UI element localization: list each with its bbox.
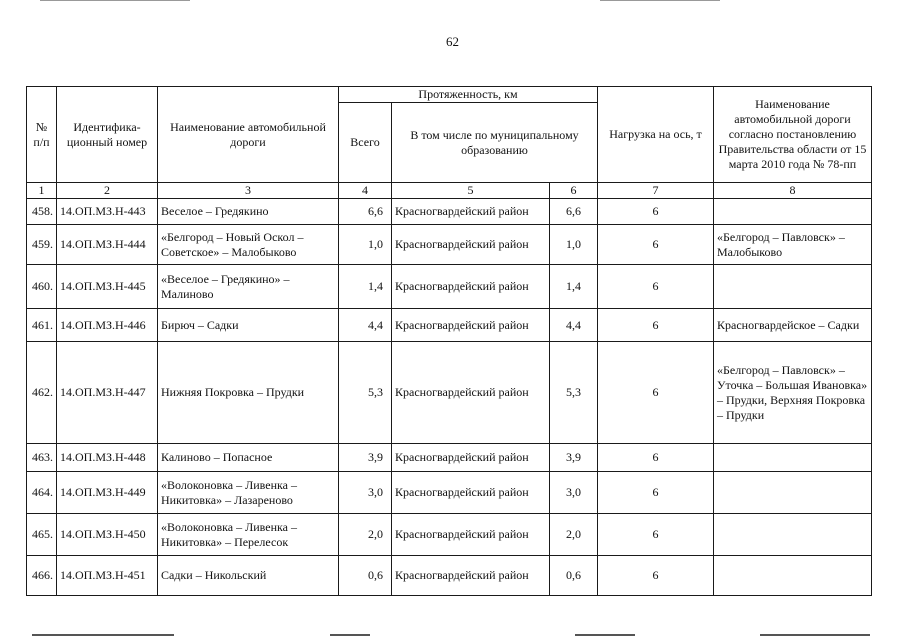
- axle-load: 6: [598, 342, 714, 444]
- col-number: 5: [392, 183, 550, 199]
- axle-load: 6: [598, 472, 714, 514]
- header-id: Идентифика-ционный номер: [57, 87, 158, 183]
- official-road-name: [714, 472, 872, 514]
- row-number: 459.: [27, 225, 57, 265]
- road-id: 14.ОП.МЗ.Н-448: [57, 444, 158, 472]
- bottom-scan-line: [32, 634, 174, 636]
- road-name: Садки – Никольский: [158, 556, 339, 596]
- axle-load: 6: [598, 199, 714, 225]
- district-name: Красногвардейский район: [392, 309, 550, 342]
- district-name: Красногвардейский район: [392, 514, 550, 556]
- row-number: 462.: [27, 342, 57, 444]
- length-total: 1,4: [339, 265, 392, 309]
- table-row: [27, 342, 872, 444]
- district-name: Красногвардейский район: [392, 199, 550, 225]
- header-name: Наименование автомобильной дороги: [158, 87, 339, 183]
- table-row: [27, 472, 872, 514]
- row-number: 466.: [27, 556, 57, 596]
- col-number: 7: [598, 183, 714, 199]
- length-total: 4,4: [339, 309, 392, 342]
- road-id: 14.ОП.МЗ.Н-444: [57, 225, 158, 265]
- bottom-scan-line: [760, 634, 870, 636]
- official-road-name: «Белгород – Павловск» – Малобыково: [714, 225, 872, 265]
- top-scan-line: [600, 0, 720, 1]
- row-number: 463.: [27, 444, 57, 472]
- road-id: 14.ОП.МЗ.Н-443: [57, 199, 158, 225]
- district-name: Красногвардейский район: [392, 556, 550, 596]
- road-name: Веселое – Гредякино: [158, 199, 339, 225]
- district-name: Красногвардейский район: [392, 444, 550, 472]
- road-id: 14.ОП.МЗ.Н-446: [57, 309, 158, 342]
- road-name: «Белгород – Новый Оскол – Советское» – Малобыково: [158, 225, 339, 265]
- page-number: 62: [446, 34, 459, 49]
- axle-load: 6: [598, 514, 714, 556]
- top-scan-line: [40, 0, 190, 1]
- length-total: 2,0: [339, 514, 392, 556]
- road-name: «Волоконовка – Ливенка – Никитовка» – Лазареново: [158, 472, 339, 514]
- official-road-name: [714, 199, 872, 225]
- road-id: 14.ОП.МЗ.Н-449: [57, 472, 158, 514]
- official-road-name: «Белгород – Павловск» – Уточка – Большая Ивановка» – Прудки, Верхняя Покровка – Прудки: [714, 342, 872, 444]
- axle-load: 6: [598, 225, 714, 265]
- district-length: 4,4: [550, 309, 598, 342]
- road-id: 14.ОП.МЗ.Н-451: [57, 556, 158, 596]
- col-number: 4: [339, 183, 392, 199]
- length-total: 3,0: [339, 472, 392, 514]
- bottom-scan-line: [575, 634, 635, 636]
- district-length: 1,4: [550, 265, 598, 309]
- district-length: 5,3: [550, 342, 598, 444]
- table-row: [27, 265, 872, 309]
- bottom-scan-line: [330, 634, 370, 636]
- table-row: [27, 225, 872, 265]
- header-load: Нагрузка на ось, т: [598, 87, 714, 183]
- road-name: «Волоконовка – Ливенка – Никитовка» – Перелесок: [158, 514, 339, 556]
- row-number: 461.: [27, 309, 57, 342]
- length-total: 6,6: [339, 199, 392, 225]
- header-official-name: Наименование автомобильной дороги согласно постановлению Правительства области от 15 марта 2010 года № 78-пп: [714, 87, 872, 183]
- length-total: 5,3: [339, 342, 392, 444]
- col-number: 8: [714, 183, 872, 199]
- column-number-row: [27, 183, 872, 199]
- header-num: № п/п: [27, 87, 57, 183]
- district-name: Красногвардейский район: [392, 225, 550, 265]
- header-length: Протяженность, км: [339, 87, 598, 103]
- length-total: 3,9: [339, 444, 392, 472]
- district-length: 6,6: [550, 199, 598, 225]
- row-number: 465.: [27, 514, 57, 556]
- table-row: [27, 514, 872, 556]
- row-number: 464.: [27, 472, 57, 514]
- road-name: Нижняя Покровка – Прудки: [158, 342, 339, 444]
- district-name: Красногвардейский район: [392, 342, 550, 444]
- district-length: 3,9: [550, 444, 598, 472]
- official-road-name: [714, 556, 872, 596]
- road-id: 14.ОП.МЗ.Н-450: [57, 514, 158, 556]
- official-road-name: Красногвардейское – Садки: [714, 309, 872, 342]
- row-number: 458.: [27, 199, 57, 225]
- official-road-name: [714, 514, 872, 556]
- district-length: 2,0: [550, 514, 598, 556]
- official-road-name: [714, 444, 872, 472]
- roads-table: [26, 86, 872, 596]
- row-number: 460.: [27, 265, 57, 309]
- header-incl: В том числе по муниципальному образованию: [392, 103, 598, 183]
- district-name: Красногвардейский район: [392, 472, 550, 514]
- official-road-name: [714, 265, 872, 309]
- district-length: 3,0: [550, 472, 598, 514]
- length-total: 0,6: [339, 556, 392, 596]
- header-total: Всего: [339, 103, 392, 183]
- axle-load: 6: [598, 444, 714, 472]
- district-length: 0,6: [550, 556, 598, 596]
- road-id: 14.ОП.МЗ.Н-445: [57, 265, 158, 309]
- road-name: Бирюч – Садки: [158, 309, 339, 342]
- col-number: 3: [158, 183, 339, 199]
- axle-load: 6: [598, 309, 714, 342]
- axle-load: 6: [598, 556, 714, 596]
- col-number: 2: [57, 183, 158, 199]
- axle-load: 6: [598, 265, 714, 309]
- col-number: 1: [27, 183, 57, 199]
- district-length: 1,0: [550, 225, 598, 265]
- table-row: [27, 199, 872, 225]
- road-name: Калиново – Попасное: [158, 444, 339, 472]
- road-name: «Веселое – Гредякино» – Малиново: [158, 265, 339, 309]
- table-row: [27, 444, 872, 472]
- col-number: 6: [550, 183, 598, 199]
- length-total: 1,0: [339, 225, 392, 265]
- table-row: [27, 556, 872, 596]
- road-id: 14.ОП.МЗ.Н-447: [57, 342, 158, 444]
- district-name: Красногвардейский район: [392, 265, 550, 309]
- table-row: [27, 309, 872, 342]
